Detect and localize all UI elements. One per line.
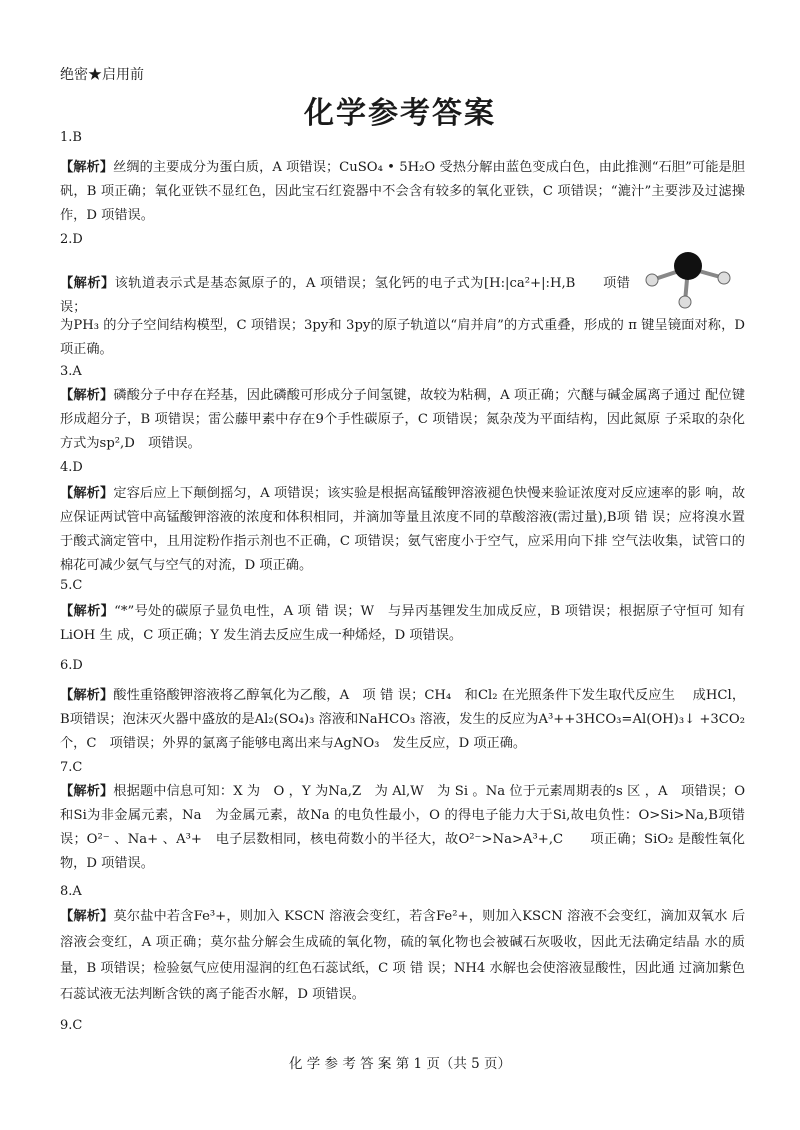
answer-3: 3.A (60, 364, 82, 379)
explanation-text: 定容后应上下颠倒摇匀，A 项错误；该实验是根据高锰酸钾溶液褪色快慢来验证浓度对反应速率的影 响，故应保证两试管中高锰酸钾溶液的浓度和体积相同，并滴加等量且浓度不同的草酸溶液(需过量),B项 错 误；应将溴水置于酸式滴定管中，且用淀粉作指示剂也不正确，C 项错误；氨气密度小于空气，应采用向下排 空气法收集，试管口的棉花可减少氨气与空气的对流，D 项正确。 (60, 486, 746, 573)
explanation-text: 酸性重铬酸钾溶液将乙醇氧化为乙酸，A 项 错 误；CH₄ 和Cl₂ 在光照条件下发生取代反应生 成HCl，B项错误；泡沫灭火器中盛放的是Al₂(SO₄)₃ 溶液和NaHCO₃ 溶液，发生的反应为A³++3HCO₃=Al(OH)₃↓ +3CO₂ 个，C 项错误；外界的氯离子能够电离出来与AgNO₃ 发生反应，D 项正确。 (60, 688, 759, 751)
answer-4: 4.D (60, 460, 83, 475)
explanation-tag: 【解析】 (60, 604, 115, 619)
page-title: 化学参考答案 (304, 96, 496, 131)
explanation-2a (60, 272, 630, 320)
explanation-tag: 【解析】 (60, 276, 115, 291)
explanation-text: “*”号处的碳原子显负电性，A 项 错 误；W 与异丙基锂发生加成反应，B 项错误；根据原子守恒可 知有LiOH 生 成，C 项正确；Y 发生消去反应生成一种烯烃，D 项错误。 (60, 604, 745, 643)
explanation-5 (60, 600, 745, 648)
answer-8: 8.A (60, 884, 82, 899)
explanation-3 (60, 384, 745, 456)
explanation-tag: 【解析】 (60, 160, 114, 175)
page-footer: 化 学 参 考 答 案 第 1 页（共 5 页） (288, 1056, 512, 1072)
answer-7: 7.C (60, 760, 83, 775)
answer-5: 5.C (60, 578, 83, 593)
explanation-4 (60, 482, 745, 578)
explanation-6 (60, 684, 759, 756)
answer-6: 6.D (60, 658, 83, 673)
explanation-tag: 【解析】 (60, 909, 114, 924)
explanation-text: 磷酸分子中存在羟基，因此磷酸可形成分子间氢键，故较为粘稠，A 项正确；穴醚与碱金属离子通过 配位键形成超分子，B 项错误；雷公藤甲素中存在9个手性碳原子，C 项错误；氮杂茂为平面结构，因此氮原 子采取的杂化方式为sp²,D 项错误。 (60, 388, 746, 451)
explanation-tag: 【解析】 (60, 486, 114, 501)
ph3-molecule-icon (638, 244, 738, 314)
answer-2: 2.D (60, 232, 83, 247)
explanation-2b: 为PH₃ 的分子空间结构模型，C 项错误；3py和 3py的原子轨道以“肩并肩”的方式重叠，形成的 π 键呈镜面对称，D项正确。 (60, 318, 745, 357)
explanation-tag: 【解析】 (60, 688, 114, 703)
explanation-text: 莫尔盐中若含Fe³+，则加入 KSCN 溶液会变红，若含Fe²+，则加入KSCN 溶液不会变红，滴加双氧水 后溶液会变红，A 项正确；莫尔盐分解会生成硫的氧化物，硫的氧化物也会被碱石灰吸收，因此无法确定结晶 水的质量，B 项错误；检验氨气应使用湿润的红色石蕊试纸，C 项 错 误；NH4 水解也会使溶液显酸性，因此通 过滴加紫色石蕊试液无法判断含铁的离子能否水解，D 项错误。 (60, 909, 746, 1002)
explanation-text: 根据题中信息可知：X 为 O ，Y 为Na,Z 为 Al,W 为 Si 。Na 位于元素周期表的s 区 ，A 项错误；O和Si为非金属元素，Na 为金属元素，故Na 的电负性最小，O 的得电子能力大于Si,故电负性：O>Si>Na,B项错误；O²⁻ 、Na+ 、A³+ 电子层数相同，核电荷数小的半径大，故O²⁻>Na>A³+,C 项正确；SiO₂ 是酸性氧化物，D 项错误。 (60, 784, 746, 871)
secret-label: 绝密★启用前 (60, 67, 144, 83)
explanation-tag: 【解析】 (60, 388, 114, 403)
explanation-text: 该轨道表示式是基态氮原子的，A 项错误；氢化钙的电子式为[H:|ca²+|:H,B 项错误； (60, 276, 630, 315)
answer-9: 9.C (60, 1018, 83, 1033)
explanation-8 (60, 904, 745, 1008)
explanation-7 (60, 780, 745, 876)
explanation-text: 丝绸的主要成分为蛋白质，A 项错误；CuSO₄ • 5H₂O 受热分解由蓝色变成白色，由此推测“石胆”可能是胆矾，B 项正确；氧化亚铁不显红色，因此宝石红瓷器中不会含有较多的氧化亚铁，C 项错误；“漉汁”主要涉及过滤操作，D 项错误。 (60, 160, 745, 223)
explanation-tag: 【解析】 (60, 784, 114, 799)
explanation-1 (60, 156, 745, 228)
answer-1: 1.B (60, 130, 82, 145)
